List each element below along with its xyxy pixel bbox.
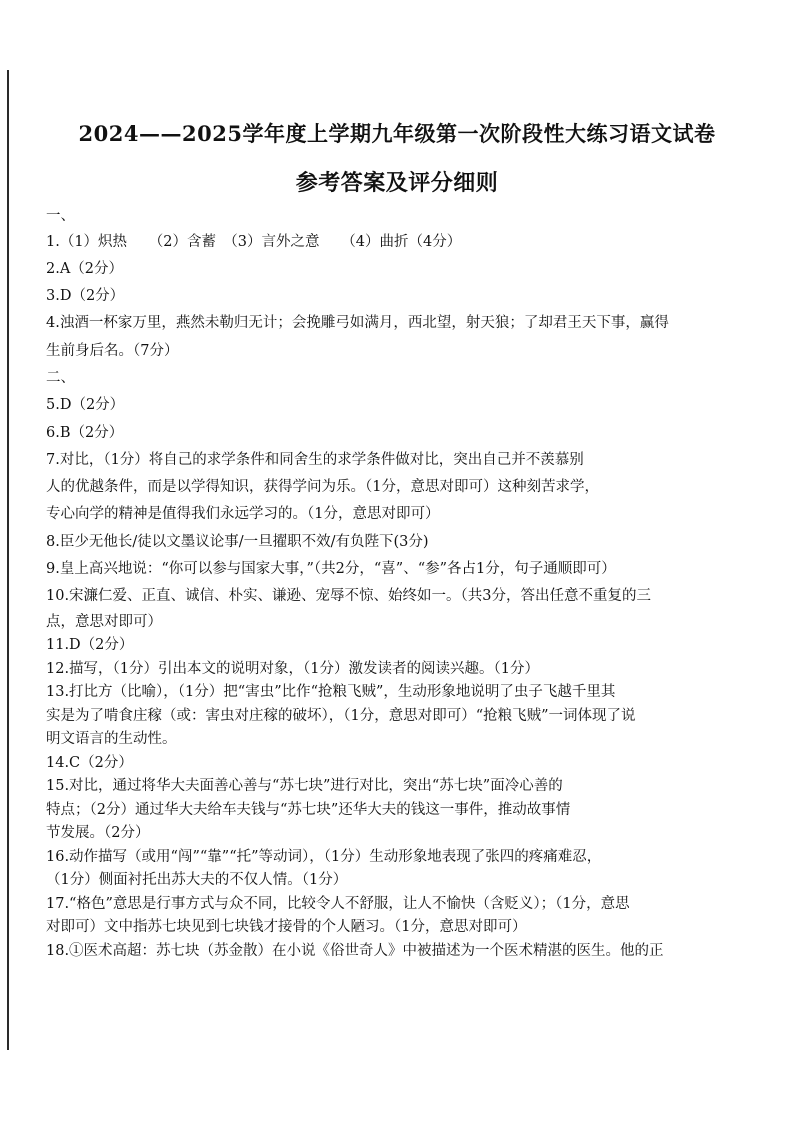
answer-line: 13.打比方（比喻），（1分）把“害虫”比作“抢粮飞贼”，生动形象地说明了虫子飞越千里其 xyxy=(46,684,616,701)
answer-line: 3.D（2分） xyxy=(46,288,125,305)
answer-line: 14.C（2分） xyxy=(46,754,133,771)
answer-line: 点，意思对即可） xyxy=(46,613,162,630)
answer-line: 生前身后名。（7分） xyxy=(46,342,179,359)
answer-line: 2.A（2分） xyxy=(46,260,124,277)
answer-line: 5.D（2分） xyxy=(46,397,125,414)
answer-line: 17.“格色”意思是行事方式与众不同，比较令人不舒服，让人不愉快（含贬义）；（1分，意思 xyxy=(46,895,630,912)
answer-line: 18.①医术高超：苏七块（苏金散）在小说《俗世奇人》中被描述为一个医术精湛的医生。他的正 xyxy=(46,942,664,959)
section-heading: 二、 xyxy=(46,369,75,386)
scan-edge-line xyxy=(7,70,9,1050)
answer-line: 1.（1）炽热 （2）含蓄 （3）言外之意 （4）曲折（4分） xyxy=(46,233,462,250)
answer-line: 15.对比，通过将华大夫面善心善与“苏七块”进行对比，突出“苏七块”面冷心善的 xyxy=(46,778,563,795)
answer-line: 人的优越条件，而是以学得知识，获得学问为乐。（1分，意思对即可）这种刻苦求学， xyxy=(46,479,599,496)
document-subtitle: 参考答案及评分细则 xyxy=(295,170,499,196)
answer-content xyxy=(46,205,746,963)
answer-line: 明文语言的生动性。 xyxy=(46,731,177,748)
answer-line: 11.D（2分） xyxy=(46,637,134,654)
answer-line: 4.浊酒一杯家万里，燕然未勒归无计；会挽雕弓如满月，西北望，射天狼；了却君王天下事，赢得 xyxy=(46,315,669,332)
answer-line: 专心向学的精神是值得我们永远学习的。（1分，意思对即可） xyxy=(46,506,440,523)
answer-line: 8.臣少无他长/徒以文墨议论事/一旦擢职不效/有负陛下(3分) xyxy=(46,533,429,550)
section-heading: 一、 xyxy=(46,208,75,224)
answer-line: 对即可）文中指苏七块见到七块钱才接骨的个人陋习。（1分，意思对即可） xyxy=(46,919,527,936)
answer-line: 6.B（2分） xyxy=(46,424,124,441)
answer-line: 9.皇上高兴地说：“你可以参与国家大事，”（共2分，“喜”、“参”各占1分，句子通顺即可） xyxy=(46,561,616,578)
answer-line: 10.宋濂仁爱、正直、诚信、朴实、谦逊、宠辱不惊、始终如一。（共3分，答出任意不重复的三 xyxy=(46,588,652,605)
answer-line: 16.动作描写（或用“闯”“靠”“托”等动词），（1分）生动形象地表现了张四的疼痛难忍， xyxy=(46,848,602,865)
answer-line: 节发展。（2分） xyxy=(46,825,150,842)
document-title: 2024——2025学年度上学期九年级第一次阶段性大练习语文试卷 xyxy=(78,121,716,146)
answer-line: 特点；（2分）通过华大夫给车夫钱与“苏七块”还华大夫的钱这一事件，推动故事情 xyxy=(46,801,571,818)
answer-line: （1分）侧面衬托出苏大夫的不仅人情。（1分） xyxy=(46,872,348,889)
answer-line: 7.对比，（1分）将自己的求学条件和同舍生的求学条件做对比，突出自己并不羡慕别 xyxy=(46,451,584,468)
answer-line: 实是为了啃食庄稼（或：害虫对庄稼的破坏），（1分，意思对即可）“抢粮飞贼”一词体现了说 xyxy=(46,707,636,724)
answer-line: 12.描写，（1分）引出本文的说明对象，（1分）激发读者的阅读兴趣。（1分） xyxy=(46,660,539,677)
